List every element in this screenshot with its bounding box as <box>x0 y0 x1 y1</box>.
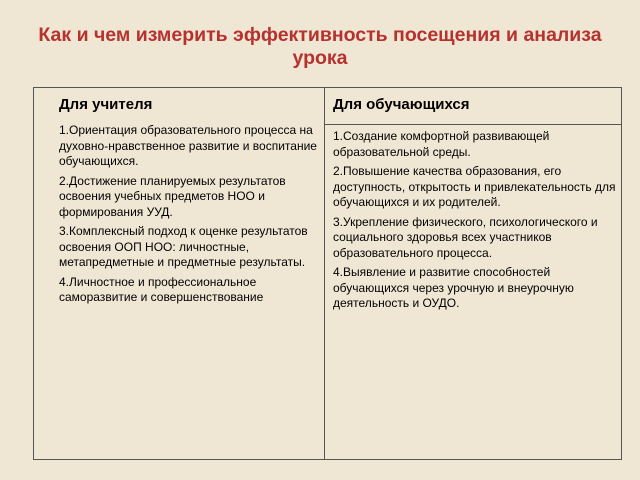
teacher-item: 2.Достижение планируемых результатов освоения учебных предметов НОО и формирования УУД. <box>59 173 286 219</box>
student-item: 4.Выявление и развитие способностей обучающихся через урочную и внеурочную деятельность и ОУДО. <box>333 265 574 310</box>
student-item: 1.Создание комфортной развивающей образовательной среды. <box>333 129 550 159</box>
students-list <box>333 129 616 316</box>
student-item: 2.Повышение качества образования, его доступность, открытость и привлекательность для обучающихся и их родителей. <box>333 164 616 209</box>
slide-title: Как и чем измерить эффективность посещения и анализа урока <box>38 24 602 69</box>
teacher-list <box>59 123 321 310</box>
teacher-item: 3.Комплексный подход к оценке результатов освоения ООП НОО: личностные, метапредметные и предметные результаты. <box>59 224 308 269</box>
teacher-item: 4.Личностное и профессиональное саморазвитие и совершенствование <box>59 274 264 304</box>
teacher-item: 1.Ориентация образовательного процесса на духовно-нравственное развитие и воспитание обучающихся. <box>59 123 317 168</box>
column-divider <box>324 88 325 459</box>
teacher-column-heading: Для учителя <box>59 96 153 113</box>
header-divider <box>324 124 621 125</box>
students-column-heading: Для обучающихся <box>333 96 470 113</box>
student-item: 3.Укрепление физического, психологического и социального здоровья всех участников образовательного процесса. <box>333 214 598 260</box>
